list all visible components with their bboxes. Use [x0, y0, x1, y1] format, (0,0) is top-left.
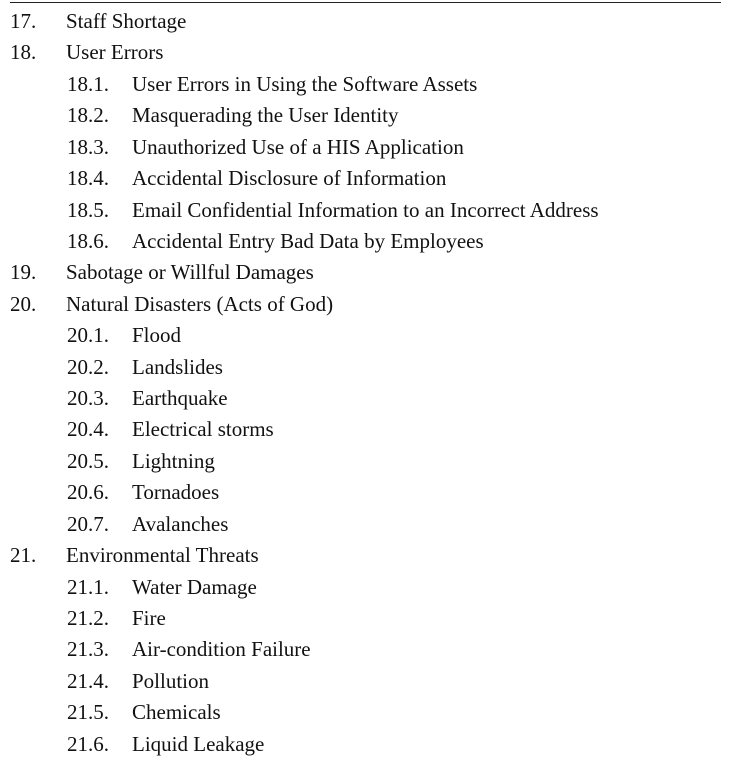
- list-item-number: 19.: [10, 260, 37, 285]
- list-item-number: 21.: [10, 543, 37, 568]
- list-item-number: 18.1.: [67, 71, 109, 96]
- list-item-text: Unauthorized Use of a HIS Application: [132, 134, 464, 159]
- list-item-number: 21.5.: [67, 700, 109, 725]
- list-item-text: Lightning: [132, 448, 215, 473]
- list-item: [0, 6, 729, 37]
- sub-list-item: [0, 572, 729, 603]
- list-item-number: 21.3.: [67, 637, 109, 662]
- list-item-text: Email Confidential Information to an Incorrect Address: [132, 197, 599, 222]
- list-item: [0, 37, 729, 68]
- list-item-text: Natural Disasters (Acts of God): [66, 291, 334, 316]
- list-item-number: 20.5.: [67, 448, 109, 473]
- list-item-number: 21.4.: [67, 668, 109, 693]
- list-item-text: Air-condition Failure: [132, 637, 311, 662]
- list-item-number: 20.2.: [67, 354, 109, 379]
- top-rule-divider: [10, 2, 721, 3]
- sub-list-item: [0, 352, 729, 383]
- list-item-number: 17.: [10, 9, 37, 33]
- list-item-text: Landslides: [132, 354, 223, 379]
- list-item-number: 18.6.: [67, 228, 109, 253]
- sub-list-item: [0, 320, 729, 351]
- list-item-number: 20.3.: [67, 386, 109, 411]
- sub-list-item: [0, 446, 729, 477]
- list-item-number: 20.: [10, 291, 37, 316]
- list-item-text: Water Damage: [132, 574, 257, 599]
- list-item-number: 18.4.: [67, 166, 109, 191]
- list-item-number: 21.2.: [67, 606, 109, 631]
- list-item-text: Pollution: [132, 668, 210, 693]
- list-item-text: Chemicals: [132, 700, 221, 725]
- list-item-text: Tornadoes: [132, 480, 220, 505]
- list-item-text: Electrical storms: [132, 417, 274, 442]
- sub-list-item: [0, 509, 729, 540]
- threat-list: [0, 6, 729, 760]
- sub-list-item: [0, 666, 729, 697]
- list-item-text: Masquerading the User Identity: [132, 103, 399, 128]
- sub-list-item: [0, 603, 729, 634]
- list-item-text: Staff Shortage: [66, 9, 187, 33]
- list-item-number: 20.1.: [67, 323, 109, 348]
- list-item-text: Sabotage or Willful Damages: [66, 260, 314, 285]
- list-item-number: 18.: [10, 40, 37, 65]
- list-item-text: User Errors in Using the Software Assets: [132, 71, 478, 96]
- sub-list-item: [0, 729, 729, 760]
- sub-list-item: [0, 69, 729, 100]
- sub-list-item: [0, 634, 729, 665]
- list-item-text: Avalanches: [132, 511, 229, 536]
- list-item-text: Earthquake: [132, 386, 228, 411]
- list-item: [0, 257, 729, 288]
- list-item-number: 21.6.: [67, 731, 109, 756]
- list-item-text: Fire: [132, 606, 166, 631]
- list-item-text: User Errors: [66, 40, 164, 65]
- list-item-number: 18.3.: [67, 134, 109, 159]
- list-item-number: 21.1.: [67, 574, 109, 599]
- sub-list-item: [0, 163, 729, 194]
- list-item-text: Flood: [132, 323, 182, 348]
- list-item: [0, 289, 729, 320]
- sub-list-item: [0, 697, 729, 728]
- list-item: [0, 540, 729, 571]
- list-item-number: 20.4.: [67, 417, 109, 442]
- sub-list-item: [0, 383, 729, 414]
- list-item-number: 18.2.: [67, 103, 109, 128]
- list-item-text: Accidental Entry Bad Data by Employees: [132, 228, 484, 253]
- list-item-number: 18.5.: [67, 197, 109, 222]
- list-item-number: 20.7.: [67, 511, 109, 536]
- list-item-number: 20.6.: [67, 480, 109, 505]
- sub-list-item: [0, 195, 729, 226]
- list-item-text: Accidental Disclosure of Information: [132, 166, 447, 191]
- sub-list-item: [0, 132, 729, 163]
- sub-list-item: [0, 100, 729, 131]
- sub-list-item: [0, 477, 729, 508]
- sub-list-item: [0, 414, 729, 445]
- list-item-text: Environmental Threats: [66, 543, 259, 568]
- sub-list-item: [0, 226, 729, 257]
- list-item-text: Liquid Leakage: [132, 731, 265, 756]
